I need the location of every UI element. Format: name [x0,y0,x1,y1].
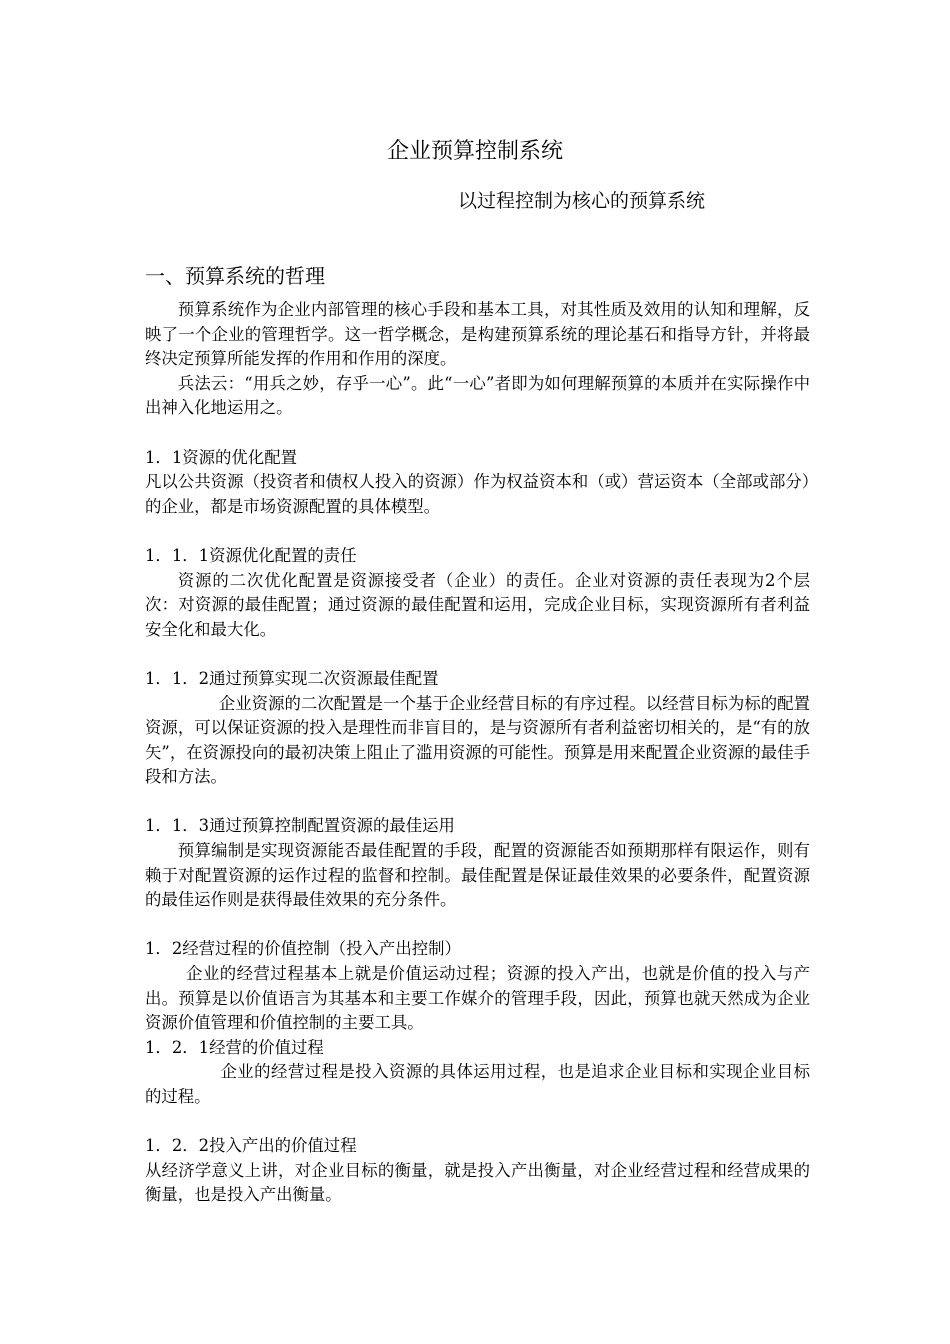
paragraph-1-1: 凡以公共资源（投资者和债权人投入的资源）作为权益资本和（或）营运资本（全部或部分）的企业，都是市场资源配置的具体模型。 [145,472,810,516]
heading-1-2-2: 1．2．2投入产出的价值过程 [145,1136,357,1156]
section1-paragraph-1: 预算系统作为企业内部管理的核心手段和基本工具，对其性质及效用的认知和理解，反映了一个企业的管理哲学。这一哲学概念，是构建预算系统的理论基石和指导方针，并将最终决定预算所能发挥的作用和作用的深度。 [145,300,810,369]
paragraph-1-2: 企业的经营过程基本上就是价值运动过程；资源的投入产出，也就是价值的投入与产出。预算是以价值语言为其基本和主要工作媒介的管理手段，因此，预算也就天然成为企业资源价值管理和价值控制的主要工具。 [145,964,810,1033]
document-body [145,298,810,1208]
heading-1-1-3: 1．1．3通过预算控制配置资源的最佳运用 [145,816,455,836]
section-heading-1: 一、预算系统的哲理 [145,264,325,288]
document-title: 企业预算控制系统 [386,139,563,164]
heading-1-2-1: 1．2．1经营的价值过程 [145,1037,324,1057]
paragraph-1-2-1: 企业的经营过程是投入资源的具体运用过程，也是追求企业目标和实现企业目标的过程。 [145,1062,810,1106]
heading-1-2: 1．2经营过程的价值控制（投入产出控制） [145,939,461,959]
section1-paragraph-2: 兵法云：“用兵之妙，存乎一心”。此“一心”者即为如何理解预算的本质并在实际操作中出神入化地运用之。 [145,373,810,418]
heading-1-1: 1．1资源的优化配置 [145,447,297,467]
heading-1-1-1: 1．1．1资源优化配置的责任 [145,545,357,565]
paragraph-1-1-3: 预算编制是实现资源能否最佳配置的手段，配置的资源能否如预期那样有限运作，则有赖于对配置资源的运作过程的监督和控制。最佳配置是保证最佳效果的必要条件，配置资源的最佳运作则是获得最佳效果的充分条件。 [145,841,810,910]
paragraph-1-1-1: 资源的二次优化配置是资源接受者（企业）的责任。企业对资源的责任表现为2个层次：对资源的最佳配置；通过资源的最佳配置和运用，完成企业目标，实现资源所有者利益安全化和最大化。 [145,570,810,639]
heading-1-1-2: 1．1．2通过预算实现二次资源最佳配置 [145,668,439,688]
document-subtitle: 以过程控制为核心的预算系统 [458,190,706,212]
paragraph-1-1-2: 企业资源的二次配置是一个基于企业经营目标的有序过程。以经营目标为标的配置资源，可以保证资源的投入是理性而非盲目的，是与资源所有者利益密切相关的，是“有的放矢”，在资源投向的最初决策上阻止了滥用资源的可能性。预算是用来配置企业资源的最佳手段和方法。 [145,693,810,787]
paragraph-1-2-2: 从经济学意义上讲，对企业目标的衡量，就是投入产出衡量，对企业经营过程和经营成果的衡量，也是投入产出衡量。 [145,1160,810,1205]
